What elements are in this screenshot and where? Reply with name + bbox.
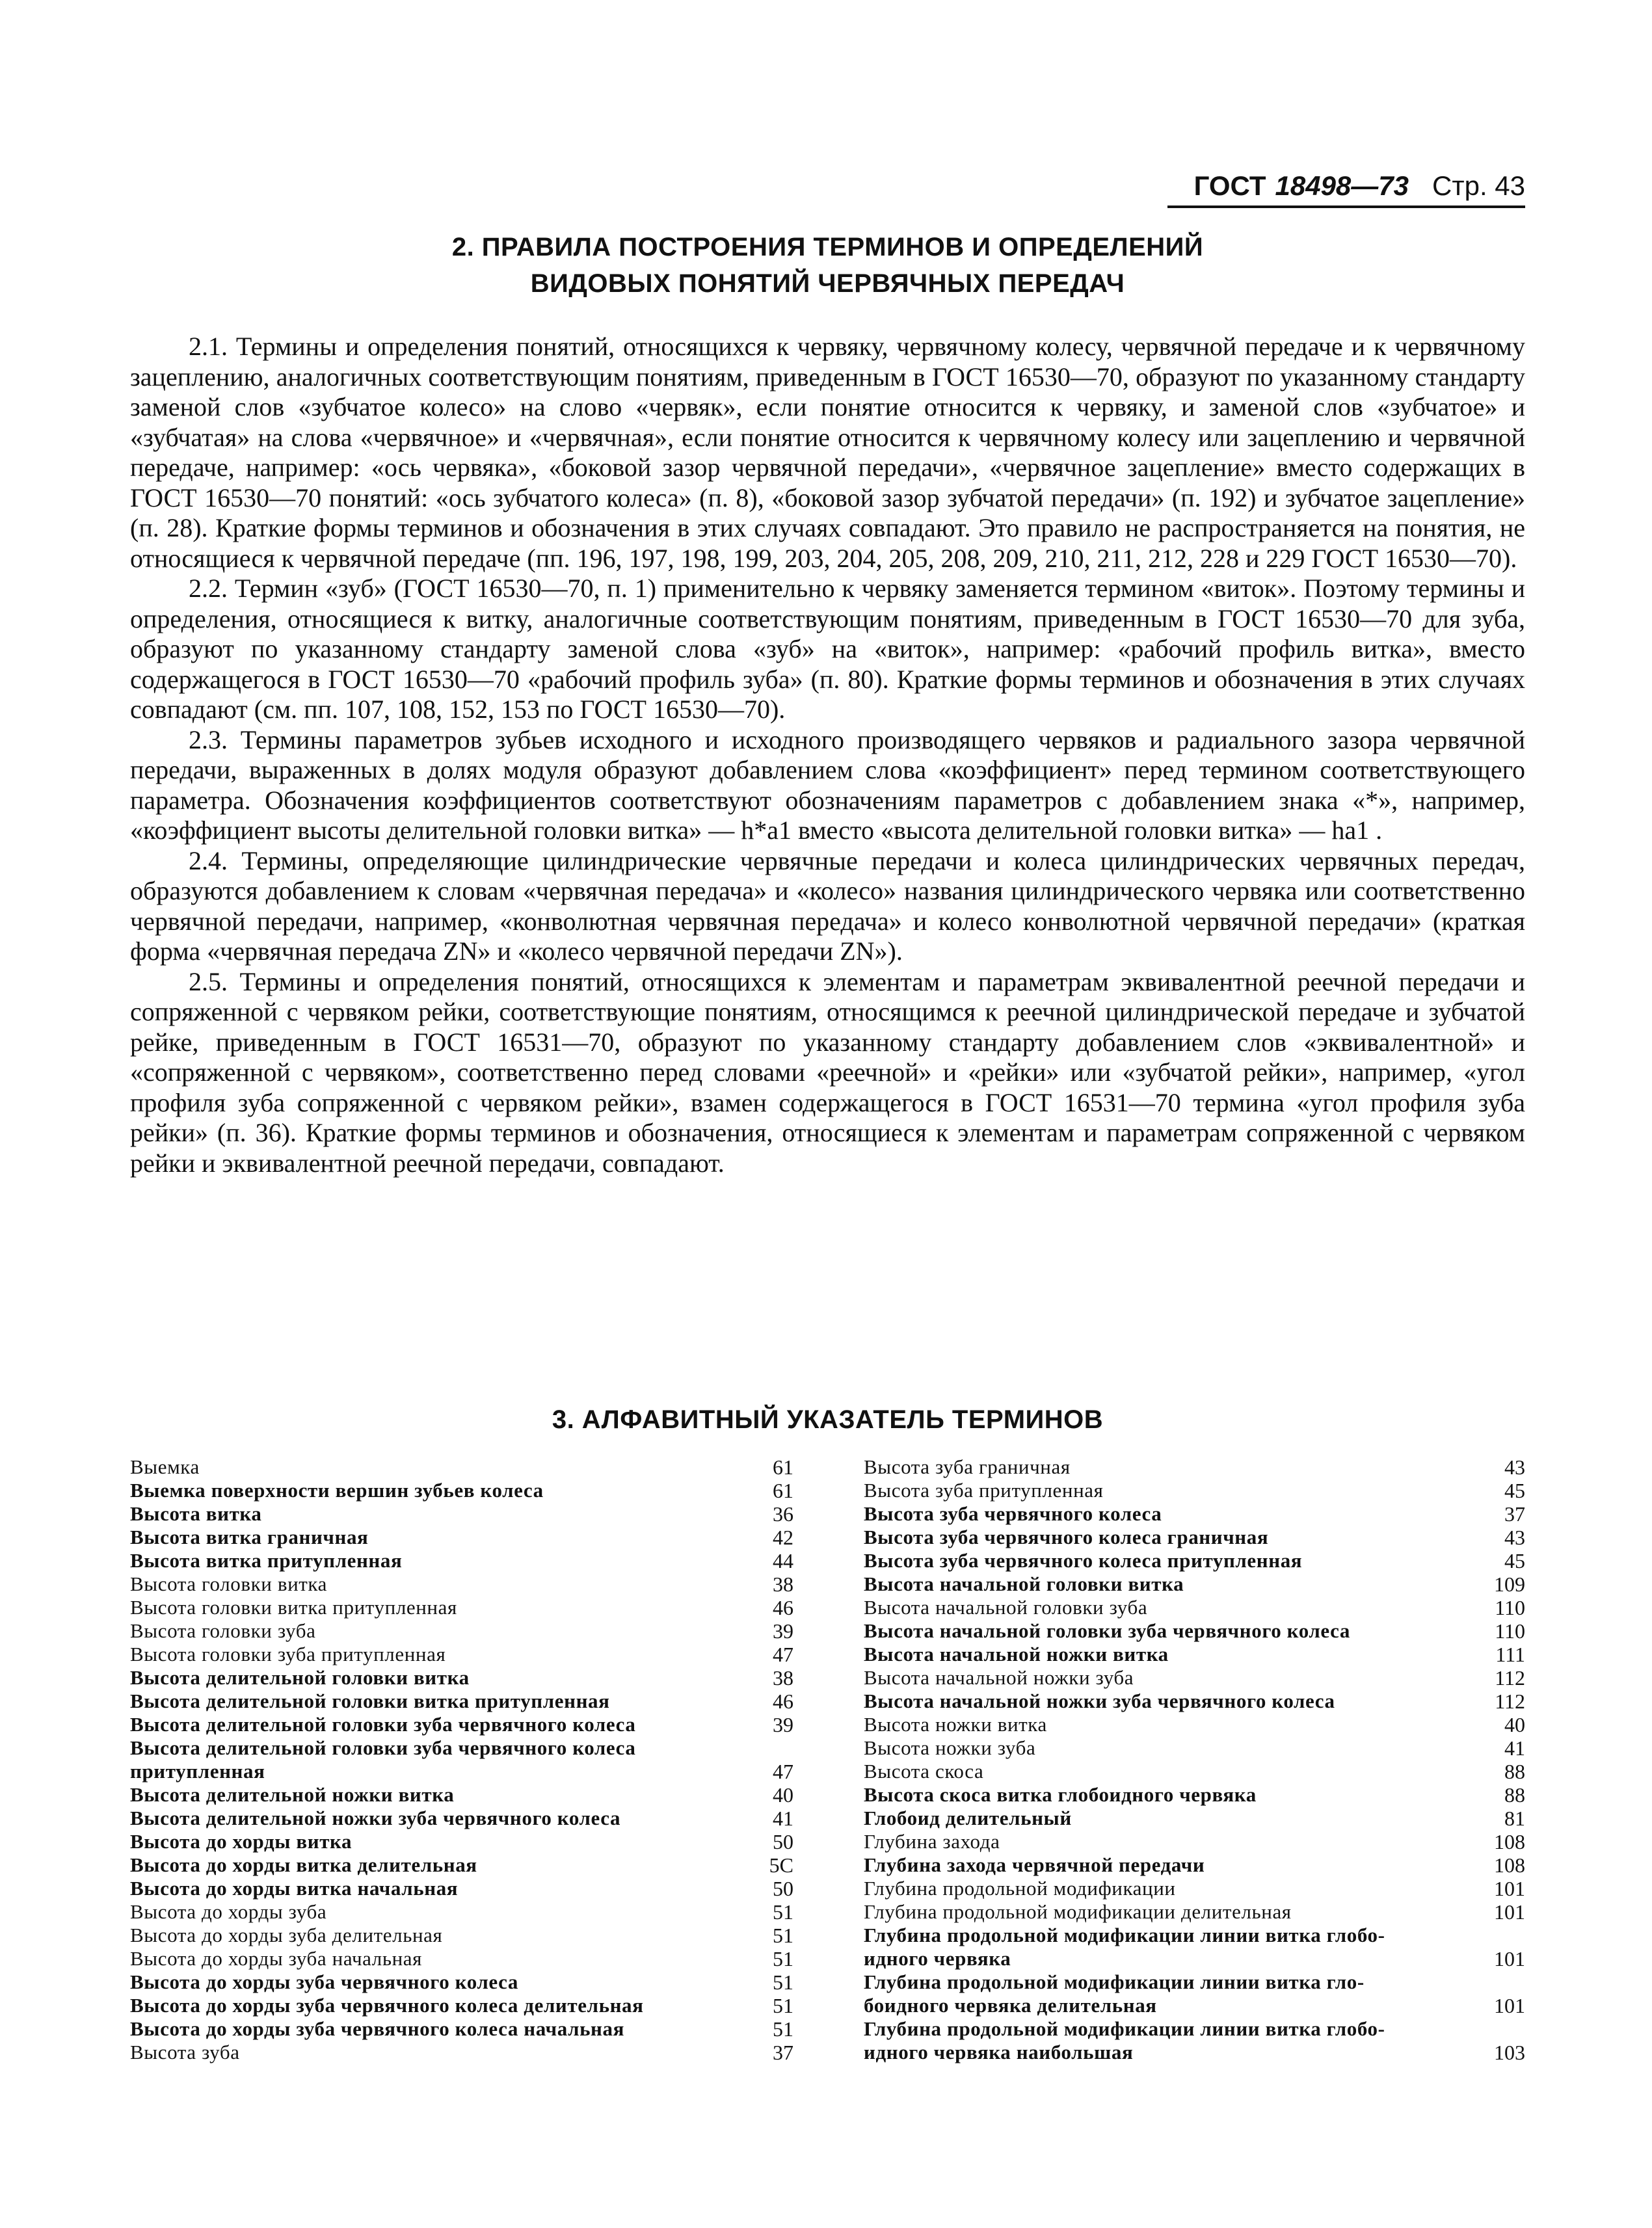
paragraph-2-2: 2.2. Термин «зуб» (ГОСТ 16530—70, п. 1) применительно к червяку заменяется термином «виток». Поэтому термины и определения, относящиеся к витку, аналогичные соответствующим понятиям, приведенным в ГОСТ 16530—70 для зуба, образуют по указанному стандарту заменой слова «зуб» на «виток», например: «рабочий профиль витка», вместо содержащегося в ГОСТ 16530—70 «рабочий профиль зуба» (п. 80). Краткие формы терминов и обозначения в этих случаях совпадают (см. пп. 107, 108, 152, 153 по ГОСТ 16530—70).	[130, 574, 1525, 724]
index-entry	[130, 2041, 793, 2064]
index-entry	[130, 1760, 793, 1783]
index-entry	[130, 1455, 793, 1479]
index-term: Высота начальной головки зуба	[864, 1596, 1148, 1619]
index-term: Высота до хорды витка	[130, 1830, 353, 1853]
index-term: Высота до хорды зуба делительная	[130, 1924, 443, 1946]
index-entry	[130, 1830, 793, 1853]
index-entry	[864, 1853, 1525, 1877]
index-page-number: 38	[773, 1666, 793, 1690]
index-term: Высота начальной головки витка	[864, 1572, 1184, 1595]
index-page-number: 51	[773, 1970, 793, 1994]
index-page-number: 112	[1495, 1690, 1525, 1713]
index-entry	[864, 1690, 1525, 1713]
index-term: Высота зуба граничная	[864, 1455, 1071, 1478]
index-entry	[864, 1549, 1525, 1572]
section-2-title	[130, 229, 1525, 302]
index-term: Выемка	[130, 1455, 200, 1478]
index-term: Высота ножки зуба	[864, 1736, 1036, 1759]
index-entry	[130, 1970, 793, 1994]
index-page-number: 37	[1504, 1502, 1525, 1526]
index-entry	[130, 1619, 793, 1643]
index-page-number: 39	[773, 1619, 793, 1643]
index-entry	[130, 1713, 793, 1736]
index-page-number: 81	[1504, 1807, 1525, 1830]
index-entry	[130, 1572, 793, 1596]
index-page-number: 111	[1495, 1643, 1525, 1666]
index-term: Высота начальной головки зуба червячного колеса	[864, 1619, 1350, 1642]
index-entry	[130, 1783, 793, 1807]
index-term: Высота до хорды зуба начальная	[130, 1947, 422, 1970]
index-page-number: 45	[1504, 1479, 1525, 1502]
index-entry	[864, 2041, 1525, 2064]
index-term: Глобоид делительный	[864, 1807, 1072, 1829]
index-term: Высота зуба	[130, 2041, 240, 2063]
index-entry	[130, 1479, 793, 1502]
index-page-number: 51	[773, 1900, 793, 1924]
index-page-number: 61	[773, 1455, 793, 1479]
index-page-number: 101	[1494, 1994, 1525, 2017]
index-entry	[864, 1479, 1525, 1502]
index-page-number: 101	[1494, 1947, 1525, 1970]
index-term: Высота делительной головки зуба червячного колеса	[130, 1713, 636, 1736]
index-term: Глубина продольной модификации линии витка глобо-	[864, 2017, 1385, 2040]
index-page-number: 41	[1504, 1736, 1525, 1760]
index-entry	[130, 1666, 793, 1690]
index-term: Высота делительной головки зуба червячного колеса	[130, 1736, 636, 1759]
index-page-number: 101	[1494, 1877, 1525, 1900]
index-entry	[864, 1502, 1525, 1526]
index-term: Высота делительной ножки зуба червячного колеса	[130, 1807, 621, 1829]
index-term: Глубина продольной модификации линии витка гло-	[864, 1970, 1365, 1993]
index-term: Глубина продольной модификации	[864, 1877, 1176, 1900]
index-entry	[864, 1455, 1525, 1479]
index-entry	[130, 1526, 793, 1549]
index-term: Высота скоса	[864, 1760, 984, 1783]
index-entry	[864, 2017, 1525, 2041]
index-entry	[130, 1502, 793, 1526]
index-entry	[864, 1830, 1525, 1853]
index-page-number: 40	[773, 1783, 793, 1807]
index-page-number: 108	[1494, 1853, 1525, 1877]
index-entry	[864, 1924, 1525, 1947]
index-entry	[864, 1947, 1525, 1970]
index-entry	[864, 1994, 1525, 2017]
index-entry	[130, 1924, 793, 1947]
paragraph-2-4: 2.4. Термины, определяющие цилиндрические червячные передачи и колеса цилиндрических червячных передач, образуются добавлением к словам «червячная передача» и «колесо» названия цилиндрического червяка или соответственно червячной передачи, например, «конволютная червячная передача» и колесо конволютной червячной передачи» (краткая форма «червячная передача ZN» и «колесо червячной передачи ZN»).	[130, 845, 1525, 966]
index-term: Высота делительной ножки витка	[130, 1783, 455, 1806]
index-page-number: 41	[773, 1807, 793, 1830]
index-entry	[130, 1690, 793, 1713]
index-entry	[864, 1596, 1525, 1619]
index-page-number: 108	[1494, 1830, 1525, 1853]
index-entry	[864, 1807, 1525, 1830]
index-entry	[130, 1807, 793, 1830]
index-term: Высота до хорды зуба червячного колеса	[130, 1970, 518, 1993]
index-page-number: 50	[773, 1830, 793, 1853]
index-page-number: 36	[773, 1502, 793, 1526]
index-page-number: 88	[1504, 1760, 1525, 1783]
index-term: Глубина продольной модификации делительная	[864, 1900, 1292, 1923]
index-page-number: 37	[773, 2041, 793, 2064]
index-page-number: 88	[1504, 1783, 1525, 1807]
index-page-number: 42	[773, 1526, 793, 1549]
index-term: Глубина захода червячной передачи	[864, 1853, 1205, 1876]
index-term: Высота головки зуба притупленная	[130, 1643, 446, 1665]
index-term: Высота начальной ножки витка	[864, 1643, 1169, 1665]
index-page-number: 103	[1494, 2041, 1525, 2064]
index-page-number: 46	[773, 1690, 793, 1713]
index-page-number: 51	[773, 2017, 793, 2041]
index-entry	[864, 1736, 1525, 1760]
index-page-number: 110	[1495, 1596, 1525, 1619]
index-entry	[130, 2017, 793, 2041]
index-page-number: 5С	[769, 1853, 793, 1877]
index-entry	[130, 1643, 793, 1666]
index-term: Высота зуба червячного колеса притупленная	[864, 1549, 1303, 1572]
index-entry	[864, 1877, 1525, 1900]
index-term: Высота зуба притупленная	[864, 1479, 1104, 1502]
index-term: Высота скоса витка глобоидного червяка	[864, 1783, 1257, 1806]
index-entry	[130, 1549, 793, 1572]
index-entry	[864, 1572, 1525, 1596]
index-page-number: 61	[773, 1479, 793, 1502]
index-term: Высота до хорды витка начальная	[130, 1877, 459, 1900]
paragraph-2-5: 2.5. Термины и определения понятий, относящихся к элементам и параметрам эквивалентной реечной передачи и сопряженной с червяком рейки, соответствующие понятиям, относящимся к реечной цилиндрической передаче и зубчатой рейке, приведенным в ГОСТ 16531—70, образуют по указанному стандарту добавлением слов «эквивалентной» и «сопряженной с червяком», соответственно перед словами «реечной» и «рейки» или «зубчатой рейки», например, «угол профиля зуба сопряженной с червяком рейки», взамен содержащегося в ГОСТ 16531—70 термина «угол профиля зуба рейки» (п. 36). Краткие формы терминов и обозначения, относящиеся к элементам и параметрам сопряженной с червяком рейки и эквивалентной реечной передачи, совпадают.	[130, 966, 1525, 1178]
index-term: боидного червяка делительная	[864, 1994, 1157, 2017]
index-page-number: 50	[773, 1877, 793, 1900]
index-left-column	[130, 1455, 793, 2064]
index-page-number: 43	[1504, 1455, 1525, 1479]
index-page-number: 40	[1504, 1713, 1525, 1736]
index-page-number: 47	[773, 1760, 793, 1783]
index-term: Высота головки зуба	[130, 1619, 316, 1642]
section-2-body	[130, 332, 1525, 1178]
index-entry	[864, 1970, 1525, 1994]
index-entry	[864, 1643, 1525, 1666]
index-page-number: 39	[773, 1713, 793, 1736]
page-number: Стр. 43	[1432, 170, 1525, 201]
index-page-number: 44	[773, 1549, 793, 1572]
section-2-title-line2: ВИДОВЫХ ПОНЯТИЙ ЧЕРВЯЧНЫХ ПЕРЕДАЧ	[530, 269, 1125, 298]
index-term: Высота до хорды витка делительная	[130, 1853, 477, 1876]
index-entry	[864, 1760, 1525, 1783]
index-term: Высота головки витка притупленная	[130, 1596, 457, 1619]
index-term: Высота начальной ножки зуба	[864, 1666, 1134, 1689]
index-entry	[130, 1596, 793, 1619]
section-3-title: 3. АЛФАВИТНЫЙ УКАЗАТЕЛЬ ТЕРМИНОВ	[552, 1405, 1104, 1434]
index-term: Выемка поверхности вершин зубьев колеса	[130, 1479, 544, 1502]
index-term: Высота витка притупленная	[130, 1549, 403, 1572]
index-page-number: 45	[1504, 1549, 1525, 1572]
index-entry	[130, 1994, 793, 2017]
index-page-number: 47	[773, 1643, 793, 1666]
index-term: Высота до хорды зуба	[130, 1900, 327, 1923]
index-page-number: 112	[1495, 1666, 1525, 1690]
index-entry	[864, 1666, 1525, 1690]
index-term: Высота до хорды зуба червячного колеса делительная	[130, 1994, 644, 2017]
index-entry	[130, 1947, 793, 1970]
section-2-title-line1: 2. ПРАВИЛА ПОСТРОЕНИЯ ТЕРМИНОВ И ОПРЕДЕЛЕНИЙ	[451, 233, 1204, 261]
index-term: Глубина продольной модификации линии витка глобо-	[864, 1924, 1385, 1946]
index-term: Высота до хорды зуба червячного колеса начальная	[130, 2017, 624, 2040]
index-term: Высота головки витка	[130, 1572, 327, 1595]
index-page-number: 43	[1504, 1526, 1525, 1549]
index-term: Высота делительной головки витка притупленная	[130, 1690, 610, 1712]
gost-label: ГОСТ	[1193, 170, 1266, 201]
index-entry	[130, 1736, 793, 1760]
index-page-number: 51	[773, 1994, 793, 2017]
index-page-number: 51	[773, 1947, 793, 1970]
index-term: Высота делительной головки витка	[130, 1666, 470, 1689]
index-term: Высота начальной ножки зуба червячного колеса	[864, 1690, 1335, 1712]
index-entry	[864, 1783, 1525, 1807]
index-entry	[130, 1877, 793, 1900]
index-right-column	[864, 1455, 1525, 2064]
index-term: Высота витка	[130, 1502, 262, 1525]
gost-number: 18498—73	[1275, 170, 1409, 201]
index-entry	[864, 1619, 1525, 1643]
index-term: притупленная	[130, 1760, 265, 1783]
index-term: Глубина захода	[864, 1830, 1000, 1853]
paragraph-2-1: 2.1. Термины и определения понятий, относящихся к червяку, червячному колесу, червячной передаче и к червячному зацеплению, аналогичных соответствующим понятиям, приведенным в ГОСТ 16530—70, образуют по указанному стандарту заменой слов «зубчатое колесо» на слово «червяк», если понятие относится к червяку, и заменой слов «зубчатое» и «зубчатая» на слова «червячное» и «червячная», если понятие относится к червячному колесу или зацеплению и червячной передаче, например: «ось червяка», «боковой зазор червячной передачи», «червячное зацепление» вместо содержащих в ГОСТ 16530—70 понятий: «ось зубчатого колеса» (п. 8), «боковой зазор зубчатой передачи» (п. 192) и зубчатое зацепление» (п. 28). Краткие формы терминов и обозначения в этих случаях совпадают. Это правило не распространяется на понятия, не относящиеся к червячной передаче (пп. 196, 197, 198, 199, 203, 204, 205, 208, 209, 210, 211, 212, 228 и 229 ГОСТ 16530—70).	[130, 332, 1525, 573]
index-page-number: 110	[1495, 1619, 1525, 1643]
index-term: Высота зуба червячного колеса	[864, 1502, 1162, 1525]
index-page-number: 46	[773, 1596, 793, 1619]
page-header	[1167, 161, 1525, 208]
index-page-number: 38	[773, 1572, 793, 1596]
index-term: Высота витка граничная	[130, 1526, 369, 1548]
index-term: Высота зуба червячного колеса граничная	[864, 1526, 1269, 1548]
index-term: Высота ножки витка	[864, 1713, 1047, 1736]
paragraph-2-3: 2.3. Термины параметров зубьев исходного и исходного производящего червяков и радиального зазора червячной передачи, выраженных в долях модуля образуют добавлением слова «коэффициент» перед термином соответствующего параметра. Обозначения коэффициентов соответствуют обозначениям параметров с добавлением знака «*», например, «коэффициент высоты делительной головки витка» — h*a1 вместо «высота делительной головки витка» — ha1 .	[130, 724, 1525, 845]
index-term: идного червяка	[864, 1947, 1011, 1970]
index-page-number: 51	[773, 1924, 793, 1947]
index-entry	[864, 1900, 1525, 1924]
index-entry	[864, 1713, 1525, 1736]
index-page-number: 101	[1494, 1900, 1525, 1924]
index-entry	[864, 1526, 1525, 1549]
index-page-number: 109	[1494, 1572, 1525, 1596]
index-entry	[130, 1900, 793, 1924]
index-entry	[130, 1853, 793, 1877]
index-term: идного червяка наибольшая	[864, 2041, 1134, 2063]
